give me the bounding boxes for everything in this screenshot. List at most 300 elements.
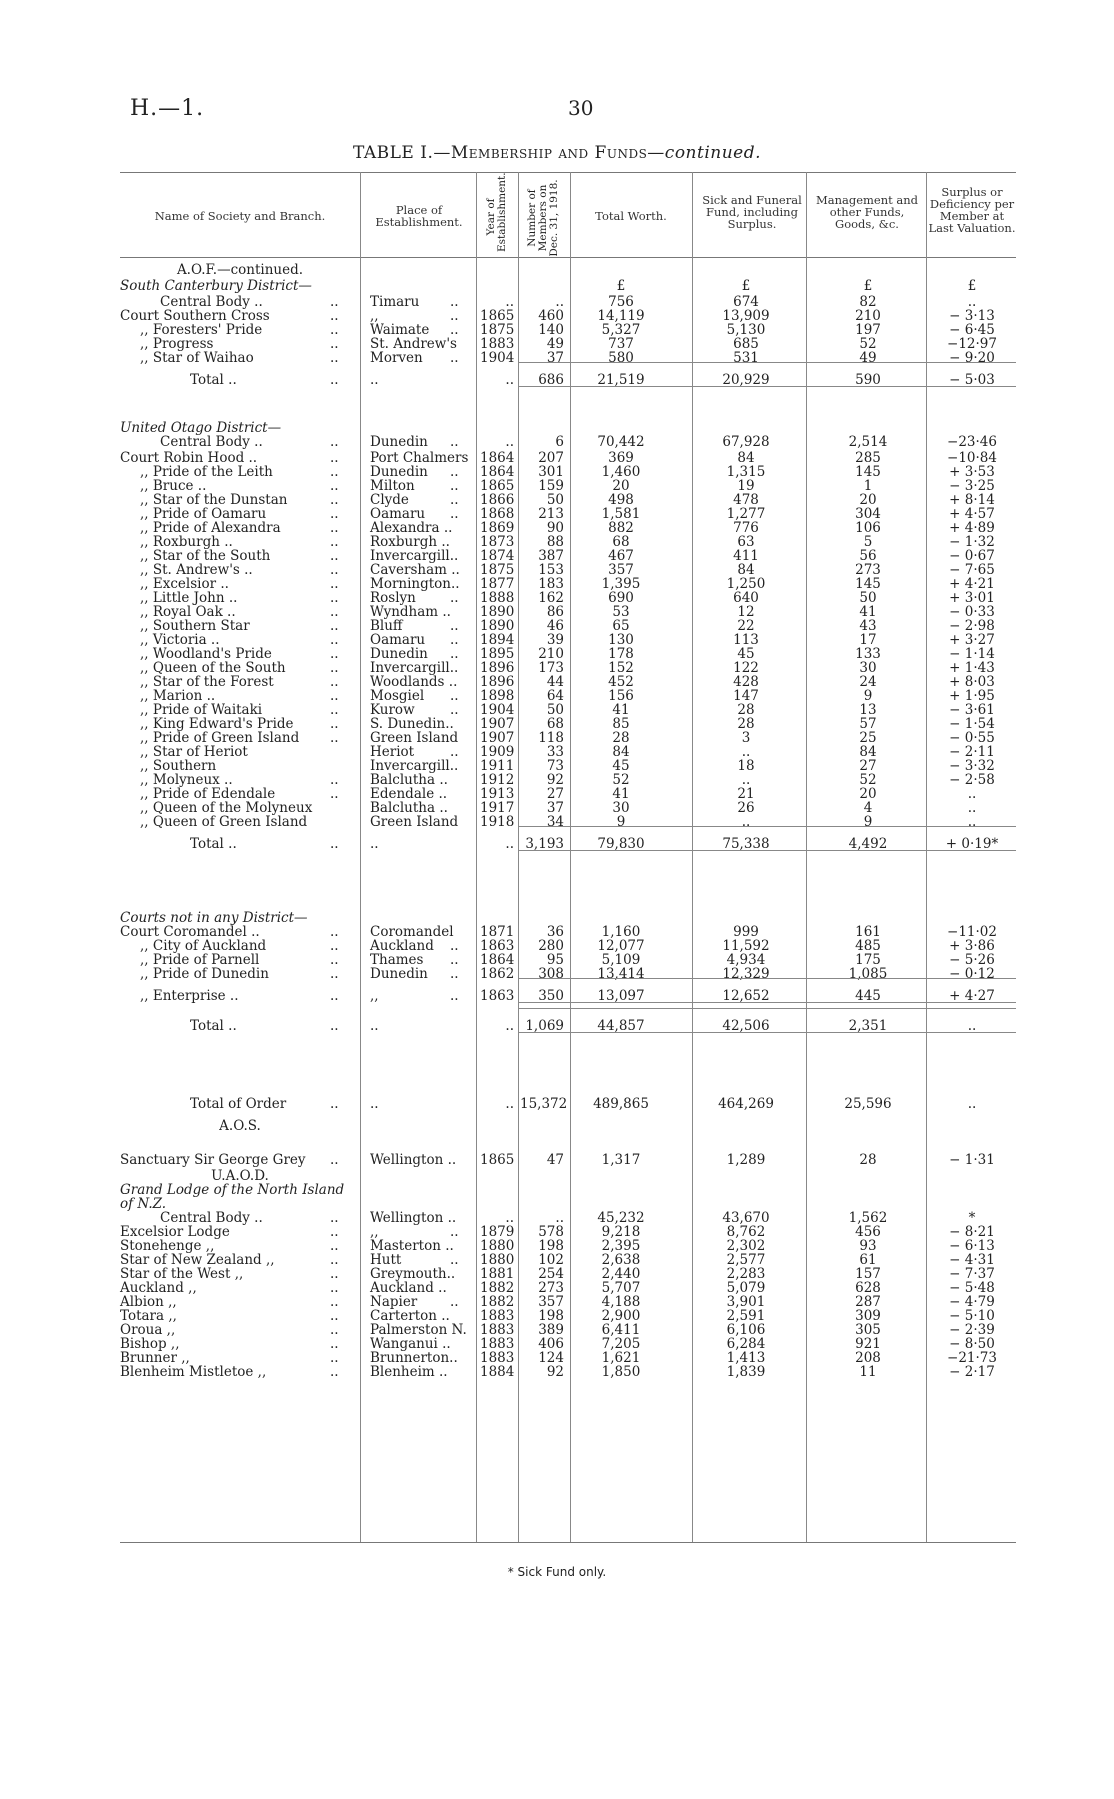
cell-year: 1884 [480,1364,515,1380]
cell-place: Wanganui .. [370,1336,451,1352]
cell-mf: 25 [859,730,877,746]
cell-mf: 17 [859,632,877,648]
row-name: Totara ,, [120,1308,177,1324]
cell-sd: − 8·21 [949,1224,995,1240]
cell-d1: .. [330,988,339,1004]
cell-place: Dunedin [370,434,428,450]
row-name: Central Body .. [160,1210,263,1226]
total-rule [518,850,1016,851]
cell-place: Caversham .. [370,562,460,578]
cell-tw: 6,411 [601,1322,641,1338]
cell-mf: 305 [855,1322,881,1338]
row-name: ,, King Edward's Pride [140,716,294,732]
cell-tw: 152 [608,660,634,676]
cell-mf: £ [863,278,873,294]
cell-year: 1875 [480,562,515,578]
cell-mf: 27 [859,758,877,774]
cell-sf: 43,670 [722,1210,770,1226]
row-name: Court Robin Hood .. [120,450,258,466]
cell-year: 1866 [480,492,515,508]
col-header-year: Year of Establishment. [485,172,508,252]
cell-year: 1862 [480,966,515,982]
cell-place: Coromandel [370,924,454,940]
cell-sd: − 9·20 [949,350,995,366]
cell-d1: .. [330,520,339,536]
col-header-name: Name of Society and Branch. [154,209,326,223]
row-name: Court Coromandel .. [120,924,260,940]
table-row [120,350,1016,366]
cell-sd: − 4·31 [949,1252,995,1268]
cell-sd: + 4·89 [949,520,995,536]
cell-d2: .. [450,1252,459,1268]
row-name: Courts not in any District— [120,910,308,926]
cell-mf: 161 [855,924,881,940]
row-name: ,, Queen of Green Island [140,814,308,830]
row-name: ,, Pride of the Leith [140,464,273,480]
cell-d1: .. [330,1224,339,1240]
cell-mem: 301 [538,464,564,480]
cell-sd: − 2·39 [949,1322,995,1338]
cell-mf: 145 [855,576,881,592]
cell-mem: 153 [538,562,564,578]
page-ref: H.—1. [130,96,205,121]
cell-place: Blenheim .. [370,1364,448,1380]
cell-mem: 308 [538,966,564,982]
cell-year: 1918 [480,814,515,830]
total-rule [518,1002,1016,1003]
cell-place: Heriot [370,744,415,760]
cell-place: Roslyn [370,590,416,606]
cell-mem: 198 [538,1238,564,1254]
cell-tw: 5,707 [601,1280,641,1296]
cell-d1: .. [330,1294,339,1310]
cell-sf: 999 [733,924,759,940]
cell-sd: − 2·98 [949,618,995,634]
cell-mem: 27 [546,786,564,802]
cell-d2: .. [450,952,459,968]
cell-sd: − 3·61 [949,702,995,718]
cell-sf: 4,934 [726,952,766,968]
total-rule [518,1032,1016,1033]
cell-year: 1882 [480,1280,515,1296]
cell-sd: + 1·95 [949,688,995,704]
cell-mem: 406 [538,1336,564,1352]
cell-sd: − 0·33 [949,604,995,620]
cell-year: 1865 [480,1152,515,1168]
cell-place: Dunedin [370,646,428,662]
cell-mf: 24 [859,674,877,690]
cell-year: 1898 [480,688,515,704]
cell-mf: 57 [859,716,877,732]
cell-sd: − 0·67 [949,548,995,564]
cell-tw: 68 [612,534,630,550]
cell-sf: 21 [737,786,755,802]
cell-sd: − 2·58 [949,772,995,788]
cell-place: .. [370,1096,379,1112]
cell-sd: −21·73 [947,1350,997,1366]
cell-sd: .. [967,814,977,830]
cell-tw: 156 [608,688,634,704]
cell-mem: 68 [546,716,564,732]
cell-mem: 102 [538,1252,564,1268]
row-name: Central Body .. [160,434,263,450]
cell-mem: 207 [538,450,564,466]
cell-year: .. [505,1018,514,1034]
cell-year: 1896 [480,674,515,690]
cell-tw: 2,395 [601,1238,641,1254]
cell-mem: 15,372 [520,1096,568,1112]
cell-tw: 30 [612,800,630,816]
row-name: Total .. [190,1018,237,1034]
cell-sf: 20,929 [722,372,770,388]
cell-sd: − 3·32 [949,758,995,774]
cell-d1: .. [330,576,339,592]
cell-place: Dunedin [370,966,428,982]
cell-mem: 49 [546,336,564,352]
cell-sd: + 4·57 [949,506,995,522]
cell-mem: 162 [538,590,564,606]
cell-tw: 1,460 [601,464,641,480]
cell-tw: 580 [608,350,634,366]
cell-sd: + 3·53 [949,464,995,480]
cell-sf: 28 [737,716,755,732]
cell-mem: 460 [538,308,564,324]
cell-year: .. [505,836,514,852]
cell-sf: 478 [733,492,759,508]
cell-d1: .. [330,1364,339,1380]
cell-year: 1904 [480,702,515,718]
cell-d2: .. [450,688,459,704]
cell-mem: 36 [546,924,564,940]
cell-tw: 41 [612,702,630,718]
table-row [120,1364,1016,1380]
cell-sd: * [968,1210,976,1226]
cell-sd: .. [967,1096,977,1112]
cell-d2: .. [450,646,459,662]
row-name: Sanctuary Sir George Grey [120,1152,306,1168]
cell-place: Brunnerton.. [370,1350,458,1366]
cell-mf: 50 [859,590,877,606]
cell-d1: .. [330,924,339,940]
row-name: ,, Progress [140,336,214,352]
cell-tw: 498 [608,492,634,508]
cell-mf: 273 [855,562,881,578]
cell-mf: 590 [855,372,881,388]
row-name: Stonehenge ,, [120,1238,215,1254]
cell-sd: + 0·19* [945,836,999,852]
cell-place: Mornington.. [370,576,460,592]
cell-year: .. [505,1096,514,1112]
cell-mf: 304 [855,506,881,522]
cell-sd: .. [967,294,977,310]
cell-d1: .. [330,688,339,704]
cell-mem: 86 [546,604,564,620]
cell-year: 1894 [480,632,515,648]
cell-tw: 2,440 [601,1266,641,1282]
total-row [120,1096,1016,1112]
cell-sd: −11·02 [947,924,997,940]
page-number: 30 [568,96,594,120]
table-bottom-rule [120,1542,1016,1543]
cell-sf: 1,289 [726,1152,766,1168]
title-prefix: TABLE I.— [352,143,451,163]
row-name: ,, Pride of Green Island [140,730,300,746]
cell-sf: 67,928 [722,434,770,450]
cell-mf: 2,514 [848,434,888,450]
cell-sf: 11,592 [722,938,770,954]
cell-year: 1907 [480,716,515,732]
cell-mf: 133 [855,646,881,662]
cell-d1: .. [330,1336,339,1352]
cell-mf: 93 [859,1238,877,1254]
cell-place: .. [370,1018,379,1034]
cell-mf: 1,085 [848,966,888,982]
cell-mf: 5 [863,534,873,550]
cell-tw: 13,414 [597,966,645,982]
cell-place: Milton [370,478,415,494]
cell-mem: 213 [538,506,564,522]
row-name: ,, Star of Heriot [140,744,248,760]
cell-mem: 183 [538,576,564,592]
cell-sf: 1,250 [726,576,766,592]
cell-mf: 210 [855,308,881,324]
cell-tw: 13,097 [597,988,645,1004]
cell-tw: 9 [616,814,626,830]
cell-sf: 75,338 [722,836,770,852]
cell-sd: − 5·10 [949,1308,995,1324]
table-row [120,262,1016,278]
cell-sd: −23·46 [947,434,997,450]
cell-tw: 690 [608,590,634,606]
cell-place: Oamaru [370,632,426,648]
col-header-total: Total Worth. [595,209,667,223]
cell-mf: 20 [859,492,877,508]
cell-d1: .. [330,478,339,494]
table-row [120,1118,1016,1134]
cell-mf: 30 [859,660,877,676]
row-name: ,, Enterprise .. [140,988,239,1004]
row-name: Total .. [190,372,237,388]
cell-place: ,, [370,1224,379,1240]
cell-tw: 1,395 [601,576,641,592]
cell-d2: .. [450,590,459,606]
cell-sd: − 5·48 [949,1280,995,1296]
cell-mf: 9 [863,688,873,704]
cell-mem: 44 [546,674,564,690]
cell-tw: 70,442 [597,434,645,450]
cell-tw: 44,857 [597,1018,645,1034]
cell-mem: 350 [538,988,564,1004]
cell-sf: 776 [733,520,759,536]
cell-sd: .. [967,786,977,802]
cell-sf: 8,762 [726,1224,766,1240]
title-main: Membership and Funds [450,143,648,163]
cell-sf: 12,652 [722,988,770,1004]
cell-mf: 82 [859,294,877,310]
total-rule [518,1008,1016,1009]
cell-sd: .. [967,800,977,816]
cell-sf: 531 [733,350,759,366]
row-name: ,, Woodland's Pride [140,646,272,662]
cell-year: 1873 [480,534,515,550]
cell-sf: 411 [733,548,759,564]
cell-d1: .. [330,1350,339,1366]
cell-d1: .. [330,674,339,690]
row-name: Star of New Zealand ,, [120,1252,275,1268]
row-name: ,, Pride of Parnell [140,952,260,968]
table-row [120,434,1016,450]
cell-tw: 5,109 [601,952,641,968]
cell-d2: .. [450,478,459,494]
cell-place: S. Dunedin.. [370,716,454,732]
cell-mem: 92 [546,1364,564,1380]
table-row [120,966,1016,982]
cell-d2: .. [450,464,459,480]
cell-sf: 19 [737,478,755,494]
table-row [120,814,1016,830]
row-name: ,, Pride of Dunedin [140,966,269,982]
cell-sf: 45 [737,646,755,662]
cell-year: 1912 [480,772,515,788]
col-header-sick: Sick and Funeral Fund, including Surplus. [702,193,802,231]
cell-mem: 37 [546,350,564,366]
cell-mf: 84 [859,744,877,760]
table-row [120,278,1016,294]
cell-place: .. [370,372,379,388]
cell-year: 1868 [480,506,515,522]
cell-year: 1879 [480,1224,515,1240]
col-header-members: Number of Members on Dec. 31, 1918. [526,179,560,257]
cell-sd: − 8·50 [949,1336,995,1352]
cell-mf: 628 [855,1280,881,1296]
cell-tw: 130 [608,632,634,648]
cell-sf: 12 [737,604,755,620]
cell-place: .. [370,836,379,852]
cell-sf: 640 [733,590,759,606]
cell-mem: 50 [546,492,564,508]
cell-mem: 118 [538,730,564,746]
row-name: ,, Marion .. [140,688,216,704]
row-name: ,, Queen of the Molyneux [140,800,313,816]
cell-sf: 464,269 [718,1096,774,1112]
cell-d1: .. [330,322,339,338]
cell-sd: − 1·14 [949,646,995,662]
cell-tw: 882 [608,520,634,536]
cell-sd: − 7·65 [949,562,995,578]
cell-sf: .. [741,744,751,760]
cell-year: 1882 [480,1294,515,1310]
cell-sf: 28 [737,702,755,718]
cell-place: Palmerston N. [370,1322,467,1338]
row-name: ,, City of Auckland [140,938,267,954]
cell-sd: − 2·17 [949,1364,995,1380]
row-name: A.O.F.—continued. [176,262,304,278]
cell-place: St. Andrew's [370,336,457,352]
cell-year: 1864 [480,952,515,968]
cell-year: 1895 [480,646,515,662]
cell-d2: .. [450,350,459,366]
cell-mem: 389 [538,1322,564,1338]
cell-d1: .. [330,836,339,852]
cell-d2: .. [450,744,459,760]
cell-d1: .. [330,646,339,662]
row-name: Oroua ,, [120,1322,176,1338]
cell-d1: .. [330,1280,339,1296]
cell-tw: 357 [608,562,634,578]
cell-sf: 674 [733,294,759,310]
table-top-rule [120,172,1016,173]
cell-mem: 64 [546,688,564,704]
cell-mem: 88 [546,534,564,550]
cell-mem: 47 [546,1152,564,1168]
membership-table [120,172,1016,1542]
cell-mem: 140 [538,322,564,338]
cell-d2: .. [450,1224,459,1240]
cell-d2: .. [450,988,459,1004]
cell-sd: − 5·03 [949,372,995,388]
row-name: Auckland ,, [120,1280,197,1296]
row-name: ,, Bruce .. [140,478,207,494]
cell-place: Napier [370,1294,418,1310]
row-name: ,, Southern [140,758,217,774]
cell-place: Port Chalmers [370,450,469,466]
cell-year: 1880 [480,1252,515,1268]
cell-place: Morven [370,350,423,366]
cell-d1: .. [330,548,339,564]
cell-sd: + 8·03 [949,674,995,690]
row-name: ,, Royal Oak .. [140,604,236,620]
cell-mf: 28 [859,1152,877,1168]
cell-tw: 85 [612,716,630,732]
cell-d1: .. [330,506,339,522]
total-rule [518,826,1016,827]
cell-year: 1863 [480,988,515,1004]
cell-tw: 1,317 [601,1152,641,1168]
cell-place: Auckland .. [370,1280,447,1296]
cell-tw: 467 [608,548,634,564]
cell-mf: 13 [859,702,877,718]
cell-mf: 2,351 [848,1018,888,1034]
cell-d1: .. [330,1096,339,1112]
cell-mf: 285 [855,450,881,466]
cell-sf: 1,839 [726,1364,766,1380]
cell-year: 1883 [480,1336,515,1352]
row-name: ,, Star of the Forest [140,674,274,690]
cell-sf: 685 [733,336,759,352]
cell-d1: .. [330,1308,339,1324]
cell-mem: 37 [546,800,564,816]
cell-tw: 21,519 [597,372,645,388]
cell-d1: .. [330,604,339,620]
cell-sf: 147 [733,688,759,704]
cell-mf: 208 [855,1350,881,1366]
cell-place: Oamaru [370,506,426,522]
cell-year: 1880 [480,1238,515,1254]
cell-sf: 26 [737,800,755,816]
cell-d1: .. [330,1018,339,1034]
cell-d1: .. [330,464,339,480]
cell-tw: 178 [608,646,634,662]
cell-mf: 52 [859,336,877,352]
cell-place: Roxburgh .. [370,534,450,550]
row-name: Star of the West ,, [120,1266,244,1282]
cell-d2: .. [450,322,459,338]
cell-year: 1864 [480,464,515,480]
cell-place: Waimate [370,322,430,338]
cell-tw: 2,900 [601,1308,641,1324]
cell-d1: .. [330,1252,339,1268]
cell-tw: 756 [608,294,634,310]
